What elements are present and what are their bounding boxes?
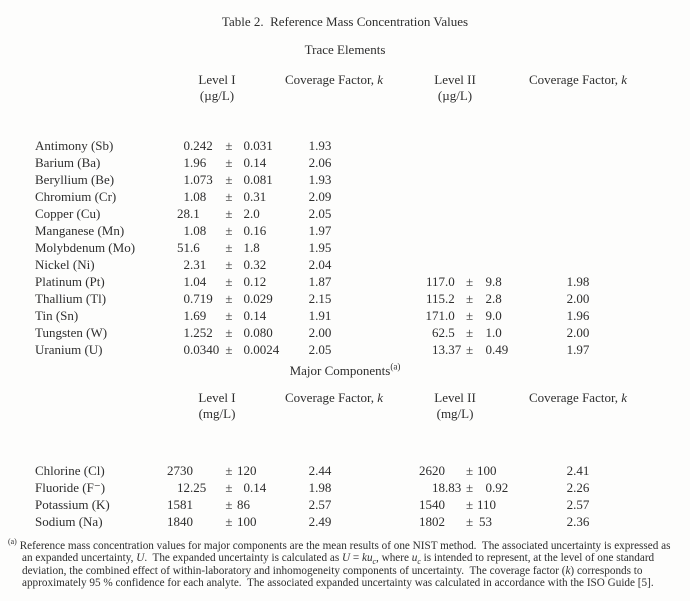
coverage-factor-2: 2.00 — [566, 325, 590, 340]
level2-value-frac — [445, 171, 462, 188]
analyte-name: Molybdenum (Mo) — [35, 240, 136, 255]
table-row — [35, 222, 646, 239]
level2-uncertainty-int — [477, 154, 492, 171]
level2-uncertainty-frac — [492, 513, 510, 530]
footnote-segment: u — [411, 552, 418, 565]
analyte-name: Manganese (Mn) — [35, 223, 125, 238]
spacer-cell — [35, 422, 646, 462]
spacer-row — [35, 104, 646, 137]
coverage-factor-1: 2.57 — [308, 497, 332, 512]
level1-value-frac: .6 — [190, 240, 200, 255]
level2-unit: (µg/L) — [437, 88, 473, 103]
level1-uncertainty-int: 0 — [243, 172, 250, 187]
k-symbol: k — [377, 72, 384, 87]
coverage-factor-2 — [510, 154, 646, 171]
level2-value-int: 2620 — [419, 463, 446, 478]
level1-uncertainty-frac: .31 — [250, 189, 267, 204]
analyte-name: Thallium (Tl) — [35, 291, 107, 306]
coverage-factor-1: 1.98 — [308, 480, 332, 495]
footnote-segment: k — [565, 564, 571, 577]
level2-uncertainty-frac — [492, 188, 510, 205]
coverage-factor-2 — [510, 137, 646, 154]
level2-uncertainty-int: 110 — [477, 497, 497, 512]
table-row — [35, 239, 646, 256]
coverage-factor-1: 2.44 — [308, 463, 332, 478]
coverage-factor-2: 1.98 — [566, 274, 590, 289]
coverage-factor-header — [285, 72, 384, 88]
major-components-heading-text: Major Components — [289, 363, 391, 378]
plus-minus: ± — [465, 463, 474, 478]
footnote-segment: , where — [376, 552, 412, 565]
level1-uncertainty-frac: .14 — [250, 308, 267, 323]
level1-uncertainty-int: 1 — [243, 240, 250, 255]
level2-value-frac: .0 — [445, 274, 455, 289]
level1-value-frac: .719 — [190, 291, 213, 306]
level2-uncertainty-frac: .0 — [492, 308, 502, 323]
level2-value-int: 13 — [432, 342, 446, 357]
level2-value-int — [355, 154, 445, 171]
coverage-factor-2: 2.00 — [566, 291, 590, 306]
level1-uncertainty-int: 0 — [243, 308, 250, 323]
level1-value-frac — [190, 462, 221, 479]
analyte-name: Sodium (Na) — [35, 514, 103, 529]
level2-uncertainty-int — [477, 256, 492, 273]
footnote-segment: = — [350, 552, 362, 565]
level2-uncertainty-frac: .0 — [492, 325, 502, 340]
plus-minus: ± — [465, 274, 474, 289]
coverage-factor-1: 2.05 — [308, 342, 332, 357]
level2-value-frac — [445, 222, 462, 239]
level2-uncertainty-int — [477, 188, 492, 205]
coverage-factor-2: 2.57 — [566, 497, 590, 512]
level2-unit: (mg/L) — [436, 406, 474, 421]
level2-value-int: 117 — [425, 274, 446, 289]
analyte-name: Tin (Sn) — [35, 308, 79, 323]
table-row — [35, 256, 646, 273]
plus-minus: ± — [225, 206, 233, 221]
level2-value-int — [355, 222, 445, 239]
level1-uncertainty-frac: .14 — [250, 480, 267, 495]
footnote-text — [20, 540, 674, 589]
empty-header-cell — [35, 88, 167, 104]
plus-minus: ± — [225, 342, 233, 357]
level1-value-int: 2 — [183, 257, 190, 272]
coverage-factor-1: 2.04 — [308, 257, 332, 272]
coverage-factor-label: Coverage Factor, — [285, 72, 378, 87]
level1-uncertainty-int: 0 — [243, 189, 250, 204]
level2-value-int — [355, 137, 445, 154]
level2-uncertainty-frac — [492, 205, 510, 222]
coverage-factor-2: 1.97 — [566, 342, 590, 357]
coverage-factor-2 — [510, 171, 646, 188]
plus-minus: ± — [225, 257, 233, 272]
table-row — [35, 479, 646, 496]
coverage-factor-1: 1.93 — [308, 172, 332, 187]
plus-minus — [462, 239, 477, 256]
level2-uncertainty-int — [477, 137, 492, 154]
level1-uncertainty-int: 0 — [243, 257, 250, 272]
plus-minus: ± — [225, 240, 233, 255]
level2-uncertainty-frac — [492, 256, 510, 273]
level2-uncertainty-frac: .92 — [492, 480, 509, 495]
plus-minus — [462, 256, 477, 273]
analyte-name: Barium (Ba) — [35, 155, 101, 170]
level2-uncertainty-int: 9 — [485, 308, 493, 323]
level1-uncertainty-frac: .029 — [250, 291, 273, 306]
level2-value-int — [355, 239, 445, 256]
plus-minus: ± — [225, 291, 233, 306]
level1-value-int: 1581 — [167, 497, 193, 512]
plus-minus: ± — [465, 342, 474, 357]
level2-uncertainty-int: 53 — [479, 514, 493, 529]
level1-uncertainty-int: 2 — [243, 206, 250, 221]
level2-value-frac — [445, 188, 462, 205]
coverage-factor-label: Coverage Factor, — [529, 72, 622, 87]
coverage-factor-1: 2.06 — [308, 155, 332, 170]
level1-header: Level I — [198, 72, 236, 87]
level2-value-int: 62 — [432, 325, 446, 340]
level1-value-int: 51 — [177, 240, 190, 255]
table-row — [35, 137, 646, 154]
level1-value-int: 12 — [177, 480, 190, 495]
level1-uncertainty-frac: .14 — [250, 155, 267, 170]
trace-elements-table — [35, 72, 646, 358]
level1-unit: (mg/L) — [198, 406, 236, 421]
plus-minus: ± — [225, 480, 233, 495]
spacer-cell — [35, 104, 646, 137]
level1-uncertainty-int: 0 — [243, 138, 250, 153]
analyte-name: Tungsten (W) — [35, 325, 108, 340]
level2-value-frac — [445, 154, 462, 171]
level2-uncertainty-frac — [492, 239, 510, 256]
k-symbol: k — [377, 390, 384, 405]
empty-header-cell — [285, 88, 355, 104]
level1-unit: (µg/L) — [199, 88, 235, 103]
plus-minus: ± — [465, 308, 474, 323]
plus-minus: ± — [465, 514, 474, 529]
coverage-factor-1: 2.15 — [308, 291, 332, 306]
major-components-table — [35, 390, 646, 530]
level2-uncertainty-frac: .49 — [492, 342, 509, 357]
major-table-header — [35, 390, 646, 462]
plus-minus: ± — [225, 189, 233, 204]
level1-value-int: 0 — [183, 291, 190, 306]
analyte-name: Platinum (Pt) — [35, 274, 105, 289]
coverage-factor-1: 2.05 — [308, 206, 332, 221]
level1-uncertainty-frac: .8 — [250, 240, 260, 255]
level1-value-int: 1 — [183, 308, 190, 323]
plus-minus: ± — [465, 480, 474, 495]
level2-uncertainty-int: 2 — [485, 291, 493, 306]
level1-value-frac: .04 — [190, 274, 207, 289]
level1-uncertainty-int: 0 — [243, 342, 250, 357]
level1-value-frac: .242 — [190, 138, 213, 153]
plus-minus — [462, 205, 477, 222]
table-row — [35, 171, 646, 188]
coverage-factor-2: 2.41 — [566, 463, 590, 478]
plus-minus: ± — [465, 497, 474, 512]
footnote — [8, 537, 677, 589]
level2-value-frac: .2 — [445, 291, 455, 306]
level1-value-int: 0 — [183, 138, 190, 153]
level2-uncertainty-frac: .8 — [492, 274, 502, 289]
level1-value-frac: .31 — [190, 257, 207, 272]
level2-uncertainty-int — [477, 171, 492, 188]
analyte-name: Chlorine (Cl) — [35, 463, 105, 478]
coverage-factor-2: 2.36 — [566, 514, 590, 529]
level2-value-int — [355, 171, 445, 188]
level2-value-int: 1540 — [419, 497, 446, 512]
level2-value-frac: .83 — [445, 480, 462, 495]
level1-uncertainty-frac: .031 — [250, 138, 273, 153]
table-row — [35, 188, 646, 205]
level1-value-int: 1 — [183, 223, 190, 238]
level2-value-frac — [445, 239, 462, 256]
coverage-factor-1: 1.95 — [308, 240, 332, 255]
level1-uncertainty-frac: .16 — [250, 223, 267, 238]
major-table-body — [35, 462, 646, 530]
level1-value-int: 1840 — [167, 514, 193, 529]
level2-uncertainty-frac — [492, 171, 510, 188]
footnote-segment: . The expanded uncertainty is calculated as — [144, 552, 342, 565]
level1-uncertainty-frac: .0024 — [250, 342, 280, 357]
level1-value-int: 28 — [177, 206, 190, 221]
header-row — [35, 390, 646, 406]
level1-uncertainty-frac: .080 — [250, 325, 273, 340]
footnote-segment: c — [417, 557, 421, 567]
coverage-factor-1: 1.91 — [308, 308, 332, 323]
level2-uncertainty-frac — [492, 222, 510, 239]
coverage-factor-header — [510, 72, 646, 88]
level2-uncertainty-frac: .8 — [492, 291, 502, 306]
plus-minus — [462, 222, 477, 239]
level2-uncertainty-int: 0 — [485, 480, 493, 495]
footnote-segment: ku — [361, 552, 373, 565]
table-row — [35, 307, 646, 324]
footnote-segment: c — [372, 557, 377, 567]
level1-uncertainty-int: 100 — [237, 514, 257, 529]
analyte-name: Beryllium (Be) — [35, 172, 115, 187]
plus-minus: ± — [225, 274, 233, 289]
coverage-factor-1: 2.49 — [308, 514, 332, 529]
level1-uncertainty-frac: .12 — [250, 274, 267, 289]
empty-header-cell — [510, 406, 646, 422]
level2-header: Level II — [434, 72, 476, 87]
empty-header-cell — [510, 88, 646, 104]
plus-minus: ± — [465, 291, 474, 306]
level1-uncertainty-int: 0 — [243, 223, 250, 238]
level2-value-int — [355, 205, 445, 222]
coverage-factor-2 — [510, 205, 646, 222]
footnote-marker: (a) — [8, 537, 17, 547]
empty-header-cell — [285, 406, 355, 422]
coverage-factor-2 — [510, 256, 646, 273]
level1-value-frac: .69 — [190, 308, 207, 323]
plus-minus: ± — [465, 325, 474, 340]
level1-value-frac: .0340 — [190, 342, 220, 357]
level2-uncertainty-frac — [492, 154, 510, 171]
plus-minus: ± — [225, 325, 233, 340]
level2-value-frac: .37 — [445, 342, 462, 357]
analyte-name: Copper (Cu) — [35, 206, 101, 221]
k-symbol: k — [621, 390, 628, 405]
level1-uncertainty-int: 0 — [243, 480, 250, 495]
coverage-factor-header — [285, 390, 384, 406]
empty-header-cell — [35, 72, 167, 88]
coverage-factor-label: Coverage Factor, — [285, 390, 378, 405]
coverage-factor-label: Coverage Factor, — [529, 390, 622, 405]
trace-elements-heading: Trace Elements — [304, 42, 386, 57]
footnote-segment: is intended to represent, at the level of one standard deviation, the combined effect of within-laboratory and inhomogeneity components of uncertainty. The coverage factor ( — [22, 552, 657, 577]
level2-uncertainty-int — [477, 205, 492, 222]
plus-minus: ± — [225, 514, 233, 529]
level2-uncertainty-int: 1 — [485, 325, 493, 340]
plus-minus: ± — [225, 138, 233, 153]
level1-value-int: 1 — [183, 155, 190, 170]
level1-uncertainty-frac: .32 — [250, 257, 267, 272]
footnote-segment: U — [136, 552, 145, 565]
table-row — [35, 341, 646, 358]
coverage-factor-1: 2.09 — [308, 189, 332, 204]
level1-value-int: 1 — [183, 325, 190, 340]
level2-uncertainty-int: 0 — [485, 342, 493, 357]
level2-value-frac — [445, 205, 462, 222]
header-units-row — [35, 88, 646, 104]
plus-minus: ± — [225, 308, 233, 323]
analyte-name: Uranium (U) — [35, 342, 103, 357]
plus-minus — [462, 188, 477, 205]
level2-value-int: 1802 — [419, 514, 446, 529]
plus-minus: ± — [225, 155, 233, 170]
table-title: Table 2. Reference Mass Concentration Values — [221, 14, 469, 29]
plus-minus: ± — [225, 223, 233, 238]
level1-value-frac: .073 — [190, 172, 213, 187]
level1-uncertainty-int: 86 — [237, 497, 250, 512]
analyte-name: Potassium (K) — [35, 497, 110, 512]
level1-uncertainty-frac: .081 — [250, 172, 273, 187]
coverage-factor-2 — [510, 188, 646, 205]
level1-uncertainty-frac: .0 — [250, 206, 260, 221]
plus-minus: ± — [225, 463, 233, 478]
major-components-heading — [0, 363, 690, 379]
level1-value-frac: .96 — [190, 155, 207, 170]
level2-header: Level II — [434, 390, 476, 405]
coverage-factor-2: 1.96 — [566, 308, 590, 323]
coverage-factor-header — [510, 390, 646, 406]
plus-minus — [462, 154, 477, 171]
header-units-row — [35, 406, 646, 422]
plus-minus: ± — [225, 172, 233, 187]
level2-value-int: 171 — [425, 308, 446, 323]
level1-value-frac: .252 — [190, 325, 213, 340]
plus-minus: ± — [225, 497, 233, 512]
level2-uncertainty-int — [477, 222, 492, 239]
header-row — [35, 72, 646, 88]
level2-value-int — [355, 188, 445, 205]
level1-uncertainty-frac — [250, 496, 285, 513]
table-row — [35, 273, 646, 290]
table-row — [35, 324, 646, 341]
level1-value-frac: .1 — [190, 206, 200, 221]
level1-uncertainty-int: 0 — [243, 325, 250, 340]
coverage-factor-2: 2.26 — [566, 480, 590, 495]
coverage-factor-1: 1.97 — [308, 223, 332, 238]
level2-value-frac — [445, 513, 462, 530]
level2-value-int: 18 — [432, 480, 446, 495]
level2-value-int: 115 — [425, 291, 446, 306]
trace-table-body — [35, 137, 646, 358]
level1-value-int: 1 — [183, 189, 190, 204]
level2-value-frac: .5 — [445, 325, 455, 340]
k-symbol: k — [621, 72, 628, 87]
level2-uncertainty-int: 100 — [477, 463, 497, 478]
empty-header-cell — [35, 390, 167, 406]
coverage-factor-1: 2.00 — [308, 325, 332, 340]
level1-value-frac: .25 — [190, 480, 207, 495]
coverage-factor-2 — [510, 239, 646, 256]
level2-value-frac — [445, 496, 462, 513]
spacer-row — [35, 422, 646, 462]
table-row — [35, 513, 646, 530]
footnote-segment: ) corresponds to approximately 95 % confidence for each analyte. The associated expanded uncertainty was calculated in accordance with the ISO Guide [5]. — [22, 564, 654, 589]
table-row — [35, 496, 646, 513]
analyte-name: Antimony (Sb) — [35, 138, 114, 153]
level1-value-frac: .08 — [190, 189, 207, 204]
analyte-name: Fluoride (F⁻) — [35, 480, 106, 495]
level2-value-frac — [445, 462, 462, 479]
level1-value-int: 1 — [183, 172, 190, 187]
footnote-segment: Reference mass concentration values for major components are the mean results of one NIST method. The associated uncertainty is expressed as an expanded uncertainty, — [19, 540, 674, 565]
coverage-factor-2 — [510, 222, 646, 239]
footnote-segment: U — [341, 552, 351, 565]
coverage-factor-1: 1.87 — [308, 274, 332, 289]
empty-header-cell — [35, 406, 167, 422]
table-row — [35, 290, 646, 307]
level2-value-frac: .0 — [445, 308, 455, 323]
level1-value-int: 1 — [183, 274, 190, 289]
level1-value-int: 0 — [183, 342, 190, 357]
plus-minus — [462, 171, 477, 188]
level1-uncertainty-int: 0 — [243, 274, 250, 289]
plus-minus — [462, 137, 477, 154]
level2-value-int — [355, 256, 445, 273]
level1-uncertainty-int: 0 — [243, 291, 250, 306]
level1-value-int: 2730 — [167, 463, 193, 478]
level2-value-frac — [445, 256, 462, 273]
level2-value-frac — [445, 137, 462, 154]
level1-value-frac: .08 — [190, 223, 207, 238]
analyte-name: Chromium (Cr) — [35, 189, 117, 204]
level1-uncertainty-int: 0 — [243, 155, 250, 170]
level1-value-frac — [190, 513, 221, 530]
analyte-name: Nickel (Ni) — [35, 257, 95, 272]
level1-value-frac — [190, 496, 221, 513]
table-row — [35, 462, 646, 479]
coverage-factor-1: 1.93 — [308, 138, 332, 153]
level2-uncertainty-int — [477, 239, 492, 256]
table-row — [35, 205, 646, 222]
level2-uncertainty-int: 9 — [485, 274, 493, 289]
table-row — [35, 154, 646, 171]
level2-uncertainty-frac — [492, 137, 510, 154]
trace-table-header — [35, 72, 646, 137]
level1-uncertainty-int: 120 — [237, 463, 257, 478]
level1-header: Level I — [198, 390, 236, 405]
major-components-footnote-marker: (a) — [390, 361, 401, 372]
